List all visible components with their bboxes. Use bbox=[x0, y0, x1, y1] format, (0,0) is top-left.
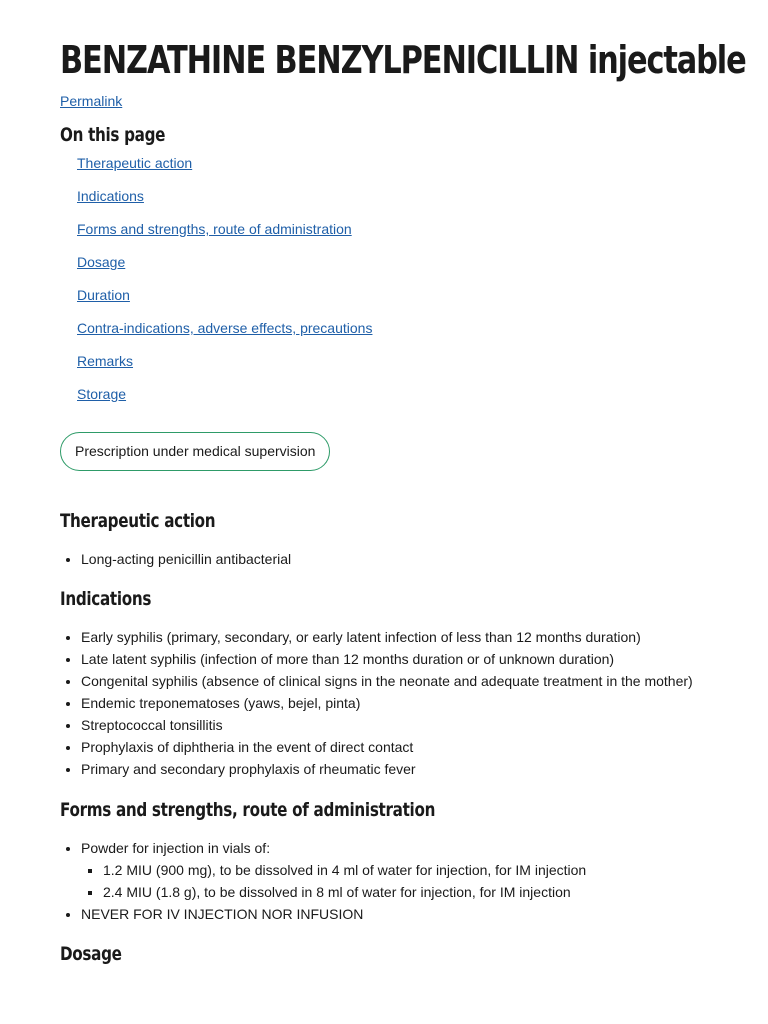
list-item: • Prophylaxis of diphtheria in the event of direct contact bbox=[81, 736, 708, 758]
toc-link-contra-indications[interactable]: Contra-indications, adverse effects, precautions bbox=[77, 320, 373, 336]
forms-sub-list bbox=[81, 859, 708, 903]
toc-link-forms[interactable]: Forms and strengths, route of administration bbox=[77, 221, 352, 237]
list-item: • Early syphilis (primary, secondary, or early latent infection of less than 12 months duration) bbox=[81, 626, 708, 648]
toc-item bbox=[77, 385, 708, 403]
forms-item-powder: Powder for injection in vials of: bbox=[81, 840, 271, 856]
toc-item bbox=[77, 154, 708, 172]
on-this-page-heading: On this page bbox=[60, 124, 166, 146]
toc-item bbox=[77, 319, 708, 337]
toc-link-storage[interactable]: Storage bbox=[77, 386, 127, 402]
page-title: BENZATHINE BENZYLPENICILLIN injectable bbox=[60, 38, 746, 82]
list-item: • Streptococcal tonsillitis bbox=[81, 714, 708, 736]
toc-list bbox=[60, 154, 708, 403]
section-heading-therapeutic-action: Therapeutic action bbox=[60, 510, 216, 532]
list-item: • Endemic treponematoses (yaws, bejel, pinta) bbox=[81, 692, 708, 714]
list-item: • NEVER FOR IV INJECTION NOR INFUSION bbox=[81, 903, 708, 925]
toc-link-dosage[interactable]: Dosage bbox=[77, 254, 126, 270]
list-item: • Long-acting penicillin antibacterial bbox=[81, 548, 708, 570]
toc-item bbox=[77, 220, 708, 238]
toc-item bbox=[77, 187, 708, 205]
toc-link-indications[interactable]: Indications bbox=[77, 188, 144, 204]
list-item: • Late latent syphilis (infection of more than 12 months duration or of unknown duration) bbox=[81, 648, 708, 670]
toc-link-therapeutic-action[interactable]: Therapeutic action bbox=[77, 155, 193, 171]
indications-list bbox=[60, 626, 708, 780]
list-item: • Primary and secondary prophylaxis of rheumatic fever bbox=[81, 758, 708, 780]
section-heading-dosage: Dosage bbox=[60, 943, 122, 965]
prescription-badge: Prescription under medical supervision bbox=[60, 432, 330, 471]
toc-item bbox=[77, 286, 708, 304]
list-item bbox=[81, 837, 708, 903]
forms-list bbox=[60, 837, 708, 925]
toc-link-remarks[interactable]: Remarks bbox=[77, 353, 134, 369]
sub-list-item: ▪ 2.4 MIU (1.8 g), to be dissolved in 8 ml of water for injection, for IM injection bbox=[103, 881, 708, 903]
therapeutic-action-list bbox=[60, 548, 708, 570]
sub-list-item: ▪ 1.2 MIU (900 mg), to be dissolved in 4 ml of water for injection, for IM injection bbox=[103, 859, 708, 881]
list-item: • Congenital syphilis (absence of clinical signs in the neonate and adequate treatment in the mother) bbox=[81, 670, 708, 692]
toc-link-duration[interactable]: Duration bbox=[77, 287, 130, 303]
section-heading-forms: Forms and strengths, route of administration bbox=[60, 799, 436, 821]
toc-item bbox=[77, 352, 708, 370]
on-this-page-nav bbox=[60, 122, 708, 403]
section-heading-indications: Indications bbox=[60, 588, 152, 610]
permalink-link[interactable]: Permalink bbox=[60, 93, 123, 109]
toc-item bbox=[77, 253, 708, 271]
